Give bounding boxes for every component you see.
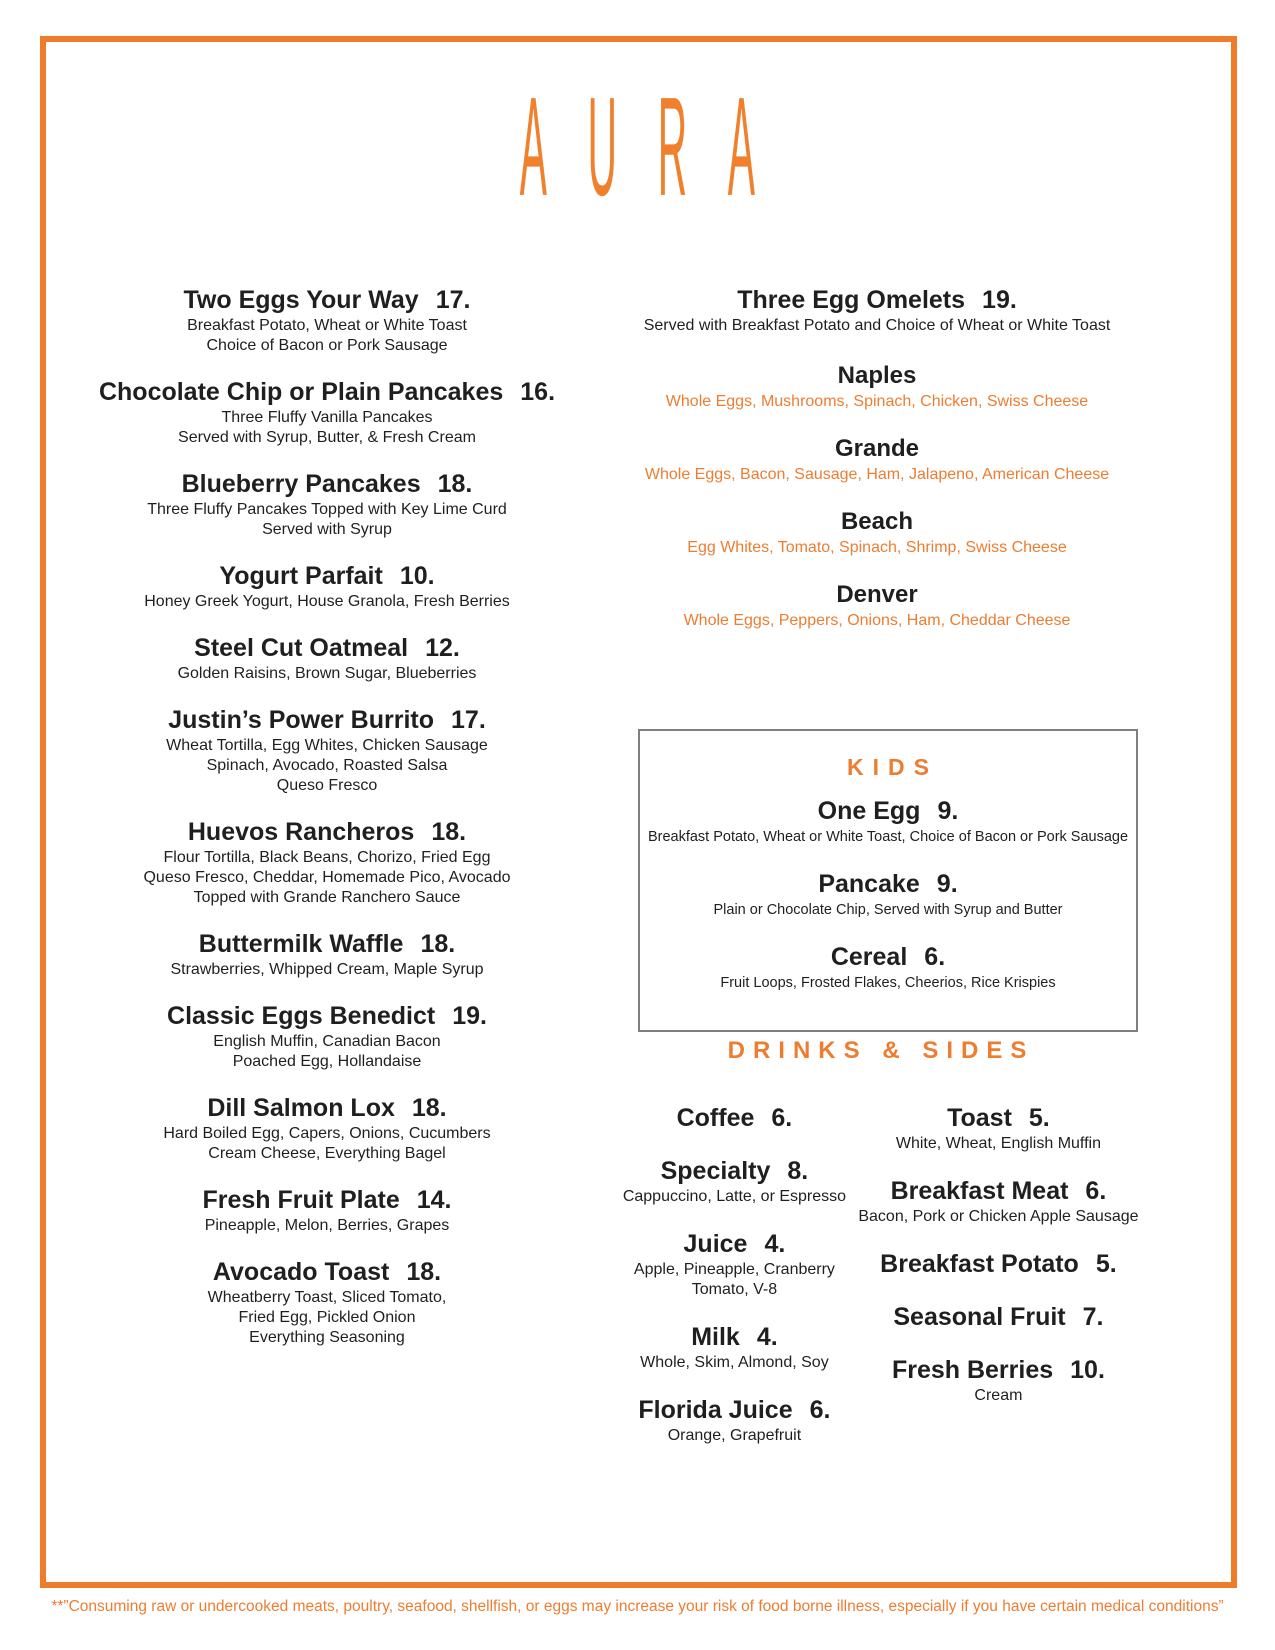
- item-name: Florida Juice: [638, 1396, 793, 1424]
- item-name: Seasonal Fruit: [893, 1303, 1066, 1331]
- item-detail: Hard Boiled Egg, Capers, Onions, Cucumbers: [163, 1125, 491, 1142]
- item-title: [73, 468, 581, 500]
- item-price: 19.: [982, 286, 1017, 314]
- drink-specialty: [613, 1155, 856, 1207]
- menu-item-eggs-benedict: [73, 1000, 581, 1072]
- item-title: [856, 1248, 1141, 1280]
- item-detail: Wheatberry Toast, Sliced Tomato,: [207, 1289, 447, 1306]
- omelet-variant-denver: [613, 579, 1141, 631]
- sides-column: [856, 1102, 1141, 1467]
- item-name: Blueberry Pancakes: [181, 470, 421, 498]
- menu-item-huevos-rancheros: [73, 816, 581, 908]
- item-name: Justin’s Power Burrito: [168, 706, 435, 734]
- item-name: Juice: [683, 1230, 748, 1258]
- variant-name: Naples: [837, 362, 917, 389]
- item-name: Toast: [947, 1104, 1012, 1132]
- item-detail: Choice of Bacon or Pork Sausage: [206, 337, 448, 354]
- item-detail: Served with Syrup, Butter, & Fresh Cream: [178, 429, 476, 446]
- variant-name: Beach: [840, 508, 914, 535]
- item-price: 17.: [435, 286, 471, 314]
- side-fresh-berries: [856, 1354, 1141, 1406]
- item-price: 4.: [756, 1323, 778, 1351]
- item-price: 18.: [420, 930, 456, 958]
- item-price: 6.: [809, 1396, 831, 1424]
- variant-name: Denver: [836, 581, 918, 608]
- item-name: Two Eggs Your Way: [183, 286, 419, 314]
- item-price: 7.: [1082, 1303, 1104, 1331]
- item-price: 5.: [1028, 1104, 1050, 1132]
- item-title: [613, 1394, 856, 1426]
- item-name: Yogurt Parfait: [219, 562, 383, 590]
- omelet-variant-naples: [613, 360, 1141, 412]
- item-detail: Fruit Loops, Frosted Flakes, Cheerios, Rice Krispies: [720, 975, 1056, 991]
- menu-item-blueberry-pancakes: [73, 468, 581, 540]
- item-name: Dill Salmon Lox: [207, 1094, 395, 1122]
- logo: [0, 68, 1275, 226]
- variant-name: Grande: [834, 435, 920, 462]
- item-name: Chocolate Chip or Plain Pancakes: [98, 378, 504, 406]
- item-detail: Whole, Skim, Almond, Soy: [640, 1354, 829, 1371]
- item-title: [613, 1102, 856, 1134]
- item-detail: Orange, Grapefruit: [667, 1427, 802, 1444]
- item-detail: Honey Greek Yogurt, House Granola, Fresh Berries: [144, 593, 510, 610]
- item-detail: Spinach, Avocado, Roasted Salsa: [206, 757, 448, 774]
- item-name: Breakfast Potato: [880, 1250, 1079, 1278]
- drink-milk: [613, 1321, 856, 1373]
- footer-disclaimer: **”Consuming raw or undercooked meats, poultry, seafood, shellfish, or eggs may increase your risk of food borne illness, especially if you have certain medical conditions”: [51, 1598, 1224, 1615]
- item-detail: Everything Seasoning: [249, 1329, 405, 1346]
- item-detail: Cream: [974, 1387, 1023, 1404]
- item-price: 19.: [452, 1002, 487, 1030]
- item-title: [73, 816, 581, 848]
- item-title: [856, 1301, 1141, 1333]
- item-price: 9.: [937, 797, 959, 825]
- item-price: 14.: [416, 1186, 452, 1214]
- item-price: 18.: [406, 1258, 442, 1286]
- item-detail: Golden Raisins, Brown Sugar, Blueberries: [177, 665, 477, 682]
- item-detail: Tomato, V-8: [691, 1281, 778, 1298]
- item-detail: Three Fluffy Vanilla Pancakes: [221, 409, 433, 426]
- side-breakfast-meat: [856, 1175, 1141, 1227]
- item-title: [73, 1256, 581, 1288]
- item-detail: Served with Syrup: [262, 521, 392, 538]
- item-detail: Pineapple, Melon, Berries, Grapes: [204, 1217, 450, 1234]
- menu-item-two-eggs: [73, 284, 581, 356]
- item-price: 18.: [437, 470, 473, 498]
- item-price: 6.: [924, 943, 946, 971]
- variant-detail: Egg Whites, Tomato, Spinach, Shrimp, Swiss Cheese: [687, 539, 1067, 556]
- item-name: Fresh Fruit Plate: [202, 1186, 400, 1214]
- item-price: 10.: [399, 562, 435, 590]
- item-detail: Wheat Tortilla, Egg Whites, Chicken Sausage: [166, 737, 488, 754]
- omelet-variant-beach: [613, 506, 1141, 558]
- omelets-header: [613, 284, 1141, 336]
- item-name: Avocado Toast: [212, 1258, 390, 1286]
- item-title: [640, 868, 1136, 900]
- drink-florida-juice: [613, 1394, 856, 1446]
- item-detail: Breakfast Potato, Wheat or White Toast, Choice of Bacon or Pork Sausage: [647, 829, 1129, 845]
- drink-juice: [613, 1228, 856, 1300]
- item-price: 5.: [1095, 1250, 1117, 1278]
- item-price: 12.: [425, 634, 460, 662]
- kids-item-cereal: [640, 941, 1136, 993]
- item-name: Pancake: [818, 870, 920, 898]
- drinks-column: [613, 1102, 856, 1467]
- item-title: [856, 1102, 1141, 1134]
- item-price: 16.: [520, 378, 556, 406]
- item-title: [613, 1321, 856, 1353]
- menu-item-power-burrito: [73, 704, 581, 796]
- item-name: Breakfast Meat: [890, 1177, 1069, 1205]
- menu-item-yogurt-parfait: [73, 560, 581, 612]
- omelets-subtitle: Served with Breakfast Potato and Choice of Wheat or White Toast: [643, 317, 1111, 334]
- item-detail: Cream Cheese, Everything Bagel: [208, 1145, 446, 1162]
- variant-detail: Whole Eggs, Mushrooms, Spinach, Chicken, Swiss Cheese: [665, 393, 1089, 410]
- item-price: 8.: [787, 1157, 809, 1185]
- item-title: [613, 284, 1141, 316]
- item-detail: Flour Tortilla, Black Beans, Chorizo, Fried Egg: [163, 849, 491, 866]
- item-detail: Queso Fresco, Cheddar, Homemade Pico, Avocado: [143, 869, 511, 886]
- item-name: Steel Cut Oatmeal: [194, 634, 409, 662]
- menu-item-pancakes: [73, 376, 581, 448]
- item-detail: English Muffin, Canadian Bacon: [213, 1033, 441, 1050]
- menu-item-buttermilk-waffle: [73, 928, 581, 980]
- item-detail: Three Fluffy Pancakes Topped with Key Lime Curd: [147, 501, 507, 518]
- item-title: [73, 928, 581, 960]
- item-name: Fresh Berries: [891, 1356, 1054, 1384]
- variant-detail: Whole Eggs, Bacon, Sausage, Ham, Jalapeno, American Cheese: [644, 466, 1110, 483]
- item-title: [613, 1228, 856, 1260]
- item-title: [640, 941, 1136, 973]
- kids-item-one-egg: [640, 795, 1136, 847]
- item-price: 6.: [1085, 1177, 1107, 1205]
- kids-heading: KIDS: [847, 754, 938, 780]
- item-title: [73, 376, 581, 408]
- item-price: 9.: [936, 870, 958, 898]
- drinks-sides-heading: DRINKS & SIDES: [727, 1037, 1035, 1064]
- item-name: Huevos Rancheros: [187, 818, 415, 846]
- drinks-sides-columns: [613, 1102, 1141, 1467]
- item-title: [856, 1175, 1141, 1207]
- item-title: [613, 1155, 856, 1187]
- item-title: [73, 284, 581, 316]
- item-title: [73, 1092, 581, 1124]
- item-detail: Strawberries, Whipped Cream, Maple Syrup: [170, 961, 484, 978]
- item-name: Milk: [691, 1323, 740, 1351]
- side-seasonal-fruit: [856, 1301, 1141, 1333]
- side-toast: [856, 1102, 1141, 1154]
- menu-item-avocado-toast: [73, 1256, 581, 1348]
- menu-item-fruit-plate: [73, 1184, 581, 1236]
- item-title: [640, 795, 1136, 827]
- side-breakfast-potato: [856, 1248, 1141, 1280]
- item-name: Coffee: [676, 1104, 755, 1132]
- item-detail: Bacon, Pork or Chicken Apple Sausage: [858, 1208, 1139, 1225]
- item-title: [856, 1354, 1141, 1386]
- item-name: Specialty: [660, 1157, 771, 1185]
- item-price: 18.: [431, 818, 467, 846]
- item-detail: Plain or Chocolate Chip, Served with Syrup and Butter: [713, 902, 1063, 918]
- item-title: [73, 560, 581, 592]
- item-name: Classic Eggs Benedict: [167, 1002, 436, 1030]
- item-title: [73, 1000, 581, 1032]
- item-detail: Breakfast Potato, Wheat or White Toast: [187, 317, 467, 334]
- item-name: Buttermilk Waffle: [198, 930, 404, 958]
- item-title: [73, 632, 581, 664]
- item-detail: White, Wheat, English Muffin: [895, 1135, 1101, 1152]
- item-price: 6.: [771, 1104, 793, 1132]
- item-title: [73, 704, 581, 736]
- menu-item-salmon-lox: [73, 1092, 581, 1164]
- item-title: [73, 1184, 581, 1216]
- item-detail: Queso Fresco: [276, 777, 378, 794]
- item-name: Cereal: [830, 943, 908, 971]
- menu-item-oatmeal: [73, 632, 581, 684]
- item-price: 4.: [764, 1230, 786, 1258]
- logo-text: AURA: [519, 68, 796, 226]
- item-price: 17.: [451, 706, 486, 734]
- item-name: One Egg: [817, 797, 921, 825]
- item-price: 18.: [411, 1094, 447, 1122]
- item-detail: Apple, Pineapple, Cranberry: [633, 1261, 835, 1278]
- item-detail: Cappuccino, Latte, or Espresso: [622, 1188, 847, 1205]
- variant-detail: Whole Eggs, Peppers, Onions, Ham, Cheddar Cheese: [683, 612, 1071, 629]
- omelets-column: [613, 284, 1141, 652]
- omelet-variant-grande: [613, 433, 1141, 485]
- drink-coffee: [613, 1102, 856, 1134]
- kids-section-box: [638, 729, 1138, 1032]
- item-detail: Poached Egg, Hollandaise: [232, 1053, 422, 1070]
- drinks-sides-section: [613, 1036, 1141, 1467]
- item-detail: Fried Egg, Pickled Onion: [238, 1309, 416, 1326]
- item-name: Three Egg Omelets: [737, 286, 966, 314]
- item-price: 10.: [1070, 1356, 1105, 1384]
- breakfast-column: [73, 284, 581, 1368]
- kids-item-pancake: [640, 868, 1136, 920]
- item-detail: Topped with Grande Ranchero Sauce: [193, 889, 461, 906]
